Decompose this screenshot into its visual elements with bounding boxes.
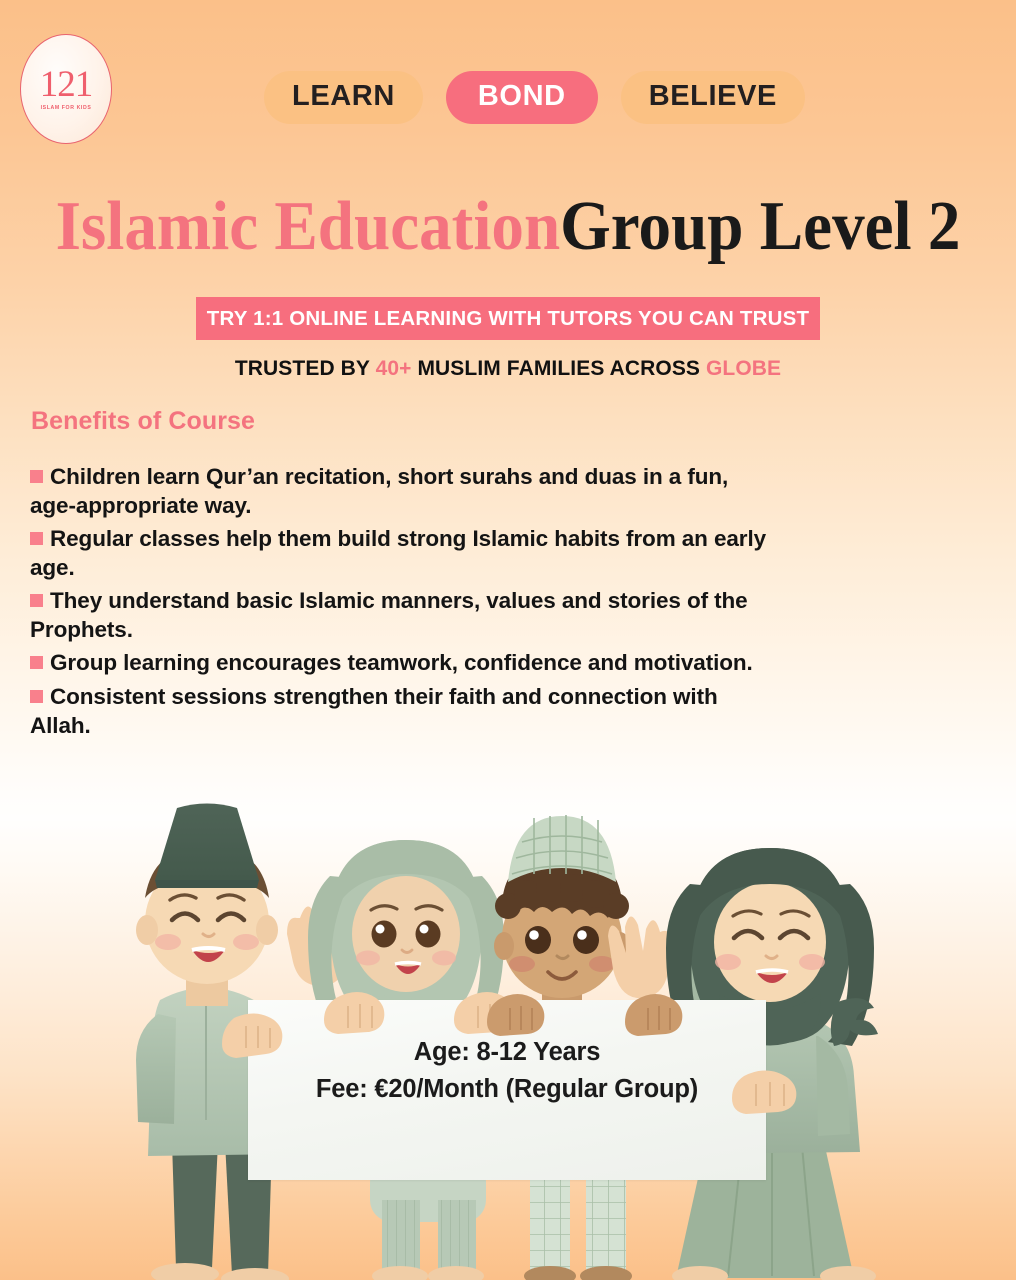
trusted-line [0,357,1016,381]
fee-line: Fee: €20/Month (Regular Group) [315,1074,699,1103]
logo-number: 121 [39,64,93,106]
brand-logo[interactable] [20,34,112,144]
promo-banner: TRY 1:1 ONLINE LEARNING WITH TUTORS YOU CAN TRUST [196,297,820,340]
list-item-text: Regular classes help them build strong Islamic habits from an early age. [30,526,767,580]
value-pill-group [264,71,805,124]
benefits-list [30,463,770,745]
list-item-text: Children learn Qur’an recitation, short surahs and duas in a fun, age-appropriate way. [30,464,729,518]
trusted-middle: MUSLIM FAMILIES ACROSS [411,357,706,380]
list-item-text: Consistent sessions strengthen their faith and connection with Allah. [30,683,718,738]
age-line: Age: 8-12 Years [413,1038,601,1066]
bullet-square-icon [30,690,43,703]
list-item-text: They understand basic Islamic manners, values and stories of the Prophets. [30,588,748,642]
bullet-square-icon [30,656,43,669]
info-sign-board [248,1000,766,1180]
list-item-text: Group learning encourages teamwork, confidence and motivation. [50,650,753,676]
list-item [30,463,770,520]
list-item [30,683,770,740]
pill-bond[interactable]: BOND [446,71,598,124]
benefits-heading: Benefits of Course [31,407,256,435]
page-title-highlight: Islamic Education [55,188,561,265]
bullet-square-icon [30,470,43,483]
logo-tagline: ISLAM FOR KIDS [40,104,92,111]
bullet-square-icon [30,532,43,545]
pill-believe[interactable]: BELIEVE [621,71,805,124]
list-item [30,649,770,678]
bullet-square-icon [30,594,43,607]
trusted-prefix: TRUSTED BY [234,357,376,380]
list-item [30,525,770,582]
page-title [36,188,981,265]
pill-learn[interactable]: LEARN [264,71,423,124]
page-title-rest: Group Level 2 [560,188,961,265]
trusted-count: 40+ [375,357,412,380]
trusted-suffix: GLOBE [705,357,782,380]
list-item [30,587,770,644]
info-sign-text [248,1034,766,1108]
